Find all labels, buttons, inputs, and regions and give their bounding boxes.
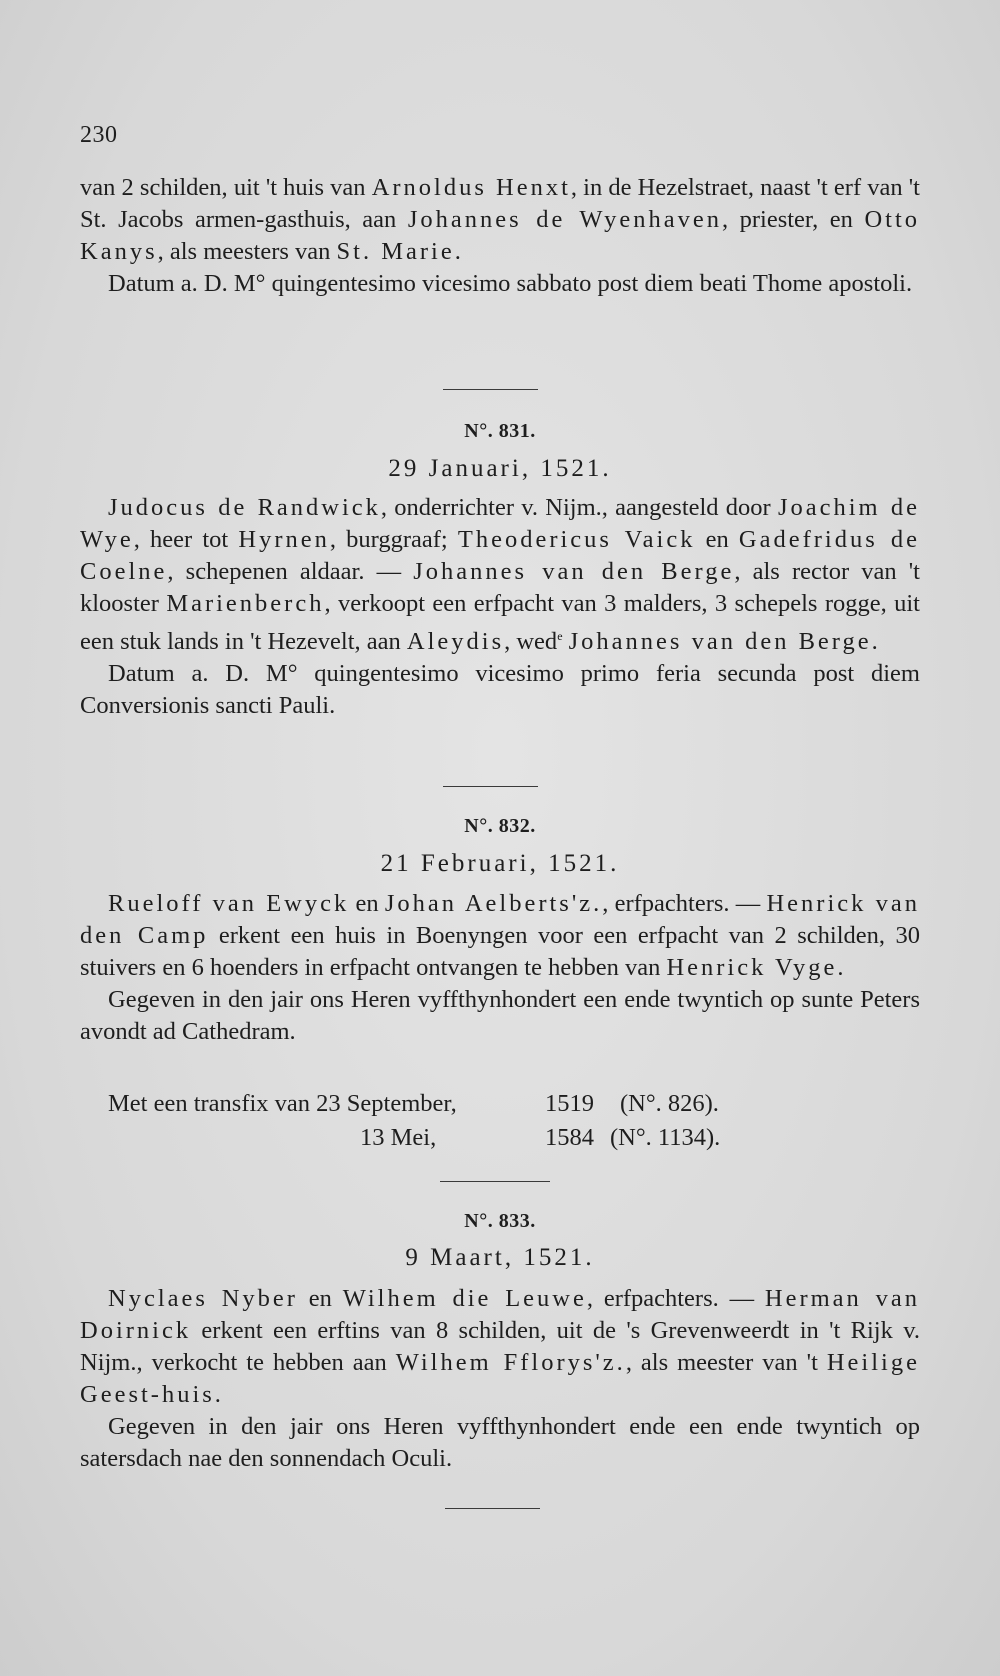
- text: en: [695, 526, 739, 553]
- section-divider: [445, 1508, 540, 1509]
- entry-paragraph: [80, 1283, 920, 1411]
- transfix-year: 1519: [545, 1090, 594, 1117]
- text: , als meesters van: [157, 238, 337, 265]
- entry-date: 9 Maart, 1521.: [405, 1244, 595, 1271]
- transfix-row: [80, 1087, 920, 1121]
- datum-line: Datum a. D. M° quingentesimo vicesimo sabbato post diem beati Thome apostoli.: [108, 270, 913, 297]
- entry-number: N°. 832.: [464, 815, 536, 837]
- intro-block: [80, 172, 920, 300]
- person-name: Rueloff van Ewyck: [108, 890, 350, 917]
- entry-paragraph: [80, 888, 920, 984]
- person-name: Aleydis: [406, 628, 505, 656]
- entry-body: [80, 492, 920, 722]
- entry-body: [80, 888, 920, 1048]
- text: , erfpachters. —: [602, 890, 767, 917]
- text: , priester, en: [721, 206, 865, 233]
- text: , heer tot: [133, 526, 239, 553]
- person-name: Joachim de Wye: [80, 494, 920, 553]
- person-name: Wilhem Fflorys'z.: [395, 1349, 626, 1376]
- text: .: [214, 1381, 221, 1408]
- transfix-label: Met een transfix van 23 September,: [108, 1090, 457, 1117]
- text: , schepenen aldaar. —: [167, 558, 414, 585]
- text: , onderrichter v. Nijm., aangesteld door: [380, 494, 778, 521]
- text: en: [297, 1285, 343, 1312]
- text: , als rector van 't klooster: [80, 558, 920, 617]
- text: erkent een erftins van 8 schilden, uit de 's Grevenweerdt in 't Rijk v. Nijm., verkocht te hebben aan: [80, 1317, 920, 1376]
- person-name: Theodericus Vaick: [457, 526, 696, 553]
- person-name: Herman van Doirnick: [80, 1285, 920, 1344]
- person-name: Judocus de Randwick: [108, 494, 381, 521]
- page-number: 230: [80, 122, 118, 148]
- section-divider: [443, 389, 538, 390]
- text: , in de Hezelstraet, naast 't erf van 't St. Jacobs armen-gasthuis, aan: [80, 174, 920, 233]
- transfix-year: 1584: [545, 1124, 594, 1151]
- person-name: Johannes de Wyenhaven: [407, 206, 722, 233]
- person-name: Otto Kanys: [80, 206, 920, 265]
- text: , verkoopt een erfpacht van 3 malders, 3 schepels rogge, uit een stuk lands in 't Hezevelt, aan: [80, 590, 920, 656]
- text: en: [349, 890, 385, 917]
- person-name: Johannes van den Berge: [568, 628, 872, 656]
- text: , burggraaf;: [329, 526, 458, 553]
- person-name: Wilhem die Leuwe: [342, 1285, 587, 1312]
- transfix-row: [80, 1121, 920, 1155]
- transfix-ref: (N°. 826).: [620, 1090, 719, 1117]
- text: .: [871, 628, 878, 656]
- place-name: Hyrnen: [238, 526, 330, 553]
- transfix-label: 13 Mei,: [360, 1124, 437, 1151]
- text: van 2 schilden, uit 't huis van: [80, 174, 372, 201]
- person-name: Gadefridus de Coelne: [80, 526, 920, 585]
- place-name: Marienberch: [166, 590, 325, 617]
- person-name: Henrick Vyge: [666, 954, 838, 981]
- place-name: Heilige Geest-huis: [80, 1349, 920, 1408]
- text: , als meester van 't: [625, 1349, 827, 1376]
- gegeven-line: Gegeven in den jair ons Heren vyffthynhondert ende een ende twyntich op satersdach nae den sonnendach Oculi.: [80, 1413, 920, 1472]
- entry-date: 21 Februari, 1521.: [380, 850, 620, 877]
- entry-number: N°. 831.: [464, 420, 536, 442]
- person-name: Johan Aelberts'z.: [384, 890, 603, 917]
- person-name: Nyclaes Nyber: [108, 1285, 298, 1312]
- text: , wed: [504, 628, 558, 656]
- text: , erfpachters. —: [586, 1285, 765, 1312]
- entry-paragraph: [80, 492, 920, 658]
- entry-date: 29 Januari, 1521.: [388, 455, 612, 482]
- superscript: e: [557, 629, 563, 643]
- transfix-ref: (N°. 1134).: [610, 1124, 721, 1151]
- entry-body: [80, 1283, 920, 1475]
- text: .: [837, 954, 844, 981]
- text: erkent een huis in Boenyngen voor een erfpacht van 2 schilden, 30 stuivers en 6 hoenders in erfpacht ontvangen te hebben van: [80, 922, 920, 981]
- person-name: Johannes van den Berge: [413, 558, 735, 585]
- section-divider: [443, 786, 538, 787]
- place-name: St. Marie: [336, 238, 455, 265]
- entry-number: N°. 833.: [464, 1210, 536, 1232]
- person-name: Arnoldus Henxt: [371, 174, 571, 201]
- person-name: Henrick van den Camp: [80, 890, 920, 949]
- datum-line: Datum a. D. M° quingentesimo vicesimo primo feria secunda post diem Conversionis sancti Pauli.: [80, 660, 920, 720]
- intro-paragraph: [80, 172, 920, 268]
- transfix-table: [80, 1087, 920, 1155]
- text: .: [454, 238, 461, 265]
- gegeven-line: Gegeven in den jair ons Heren vyffthynhondert een ende twyntich op sunte Peters avondt ad Cathedram.: [80, 986, 920, 1045]
- section-divider: [440, 1181, 550, 1182]
